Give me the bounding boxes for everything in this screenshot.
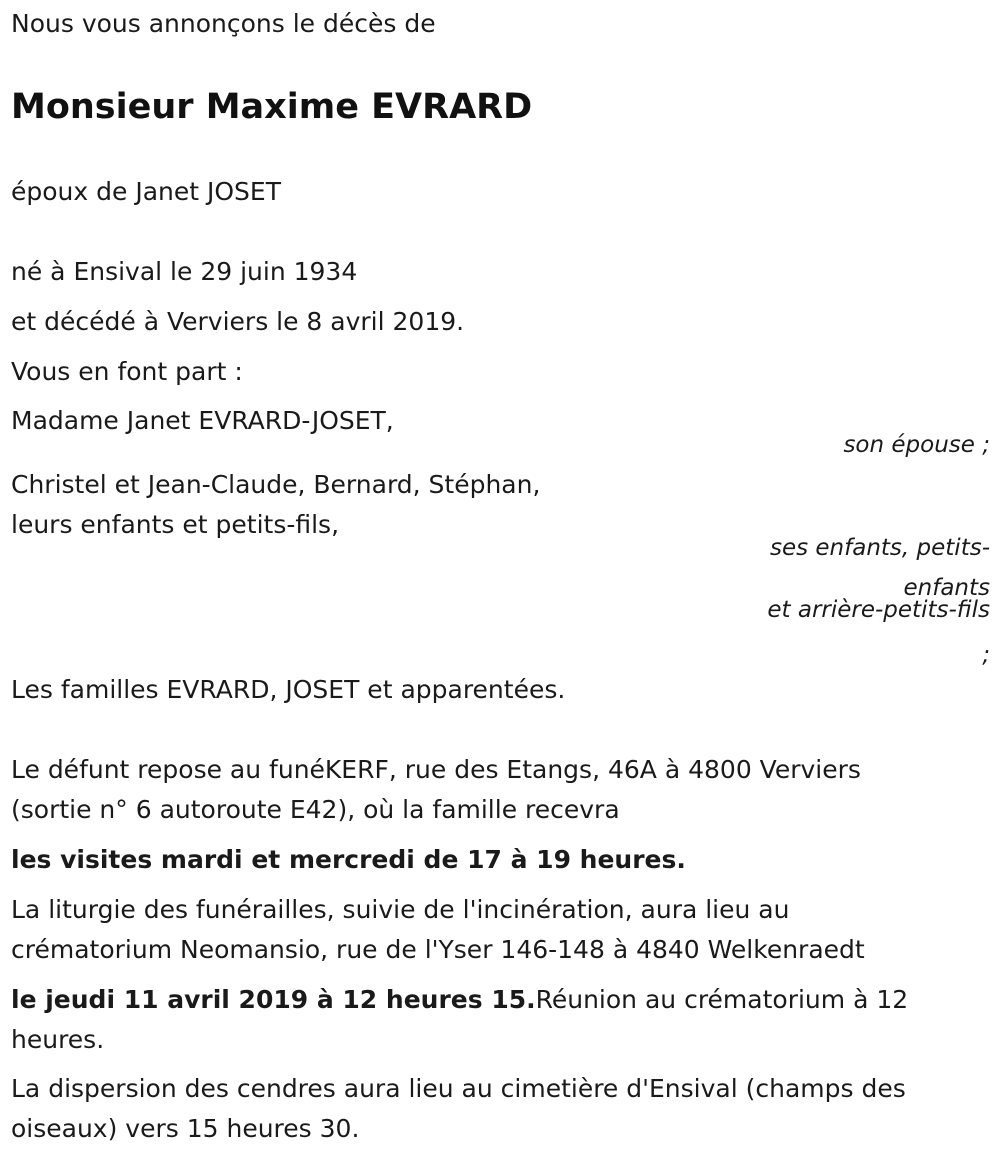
- children-role-2: enfants: [903, 575, 990, 601]
- visits-line: les visites mardi et mercredi de 17 à 19 heures.: [11, 845, 686, 874]
- dispersion-line-1: La dispersion des cendres aura lieu au cimetière d'Ensival (champs des: [11, 1074, 906, 1103]
- wife-name: Madame Janet EVRARD-JOSET,: [11, 406, 394, 435]
- ceremony-line-2: crématorium Neomansio, rue de l'Yser 146-148 à 4840 Welkenraedt: [11, 935, 865, 964]
- rest-line-1: Le défunt repose au funéKERF, rue des Etangs, 46A à 4800 Verviers: [11, 755, 861, 784]
- ceremony-date: le jeudi 11 avril 2019 à 12 heures 15.: [11, 985, 536, 1014]
- intro-text: Nous vous annonçons le décès de: [11, 9, 436, 38]
- children-names: Christel et Jean-Claude, Bernard, Stéphan,: [11, 470, 541, 499]
- children-role-3: et arrière-petits-fils: [767, 597, 990, 623]
- deceased-name: Monsieur Maxime EVRARD: [11, 87, 533, 127]
- dispersion-line-2: oiseaux) vers 15 heures 30.: [11, 1114, 360, 1143]
- spouse-line: époux de Janet JOSET: [11, 177, 281, 206]
- meeting-continued: heures.: [11, 1025, 105, 1054]
- wife-role: son épouse ;: [843, 432, 990, 458]
- families-line: Les familles EVRARD, JOSET et apparentées.: [11, 675, 566, 704]
- birth-line: né à Ensival le 29 juin 1934: [11, 257, 358, 286]
- ceremony-date-line: [11, 980, 908, 1020]
- announce-line: Vous en font part :: [11, 357, 243, 386]
- children-role-1: ses enfants, petits-: [769, 535, 990, 561]
- death-line: et décédé à Verviers le 8 avril 2019.: [11, 307, 465, 336]
- children-subline: leurs enfants et petits-fils,: [11, 510, 340, 539]
- ceremony-line-1: La liturgie des funérailles, suivie de l'incinération, aura lieu au: [11, 895, 790, 924]
- meeting-text: Réunion au crématorium à 12: [535, 985, 909, 1014]
- children-role-4: ;: [982, 642, 990, 668]
- rest-line-2: (sortie n° 6 autoroute E42), où la famille recevra: [11, 795, 620, 824]
